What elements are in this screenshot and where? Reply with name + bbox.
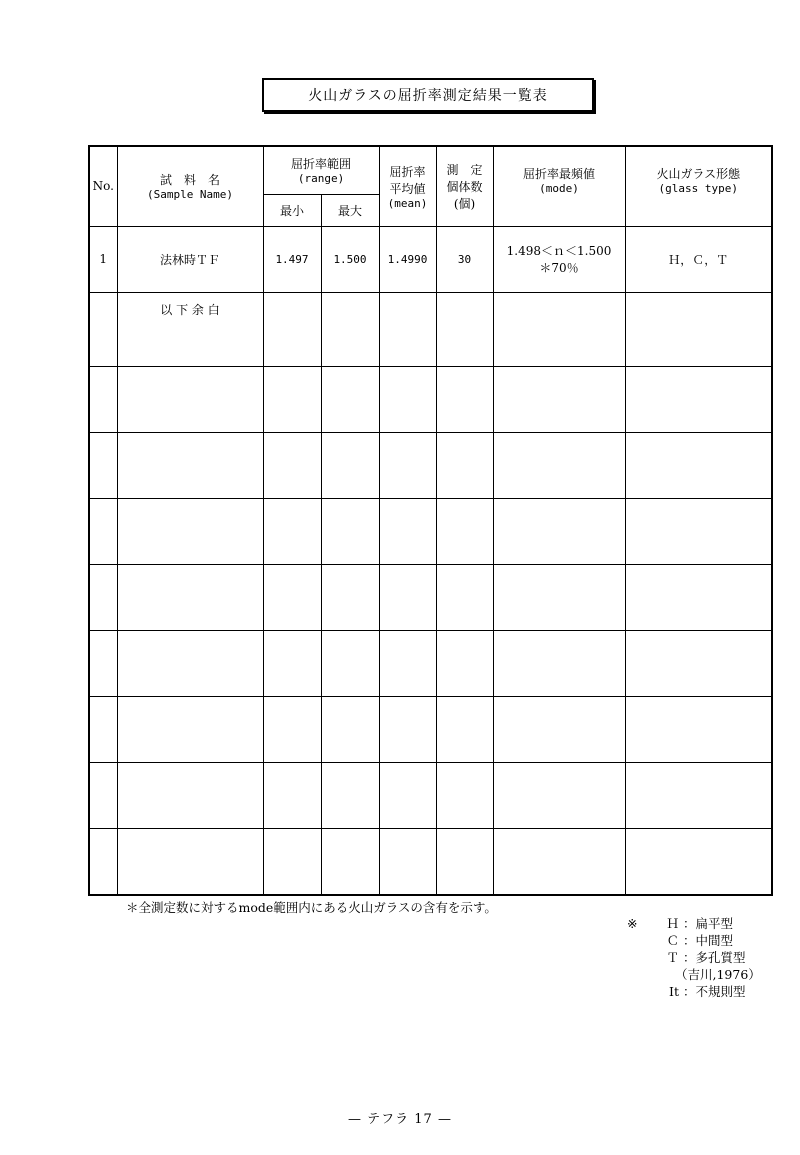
glass-type-legend [627,915,761,1000]
cell-mode: 1.498＜ｎ＜1.500 ＊70％ [493,226,625,292]
cell-count: 30 [436,226,493,292]
header-sample: 試 料 名 (Sample Name) [117,146,263,226]
table-row [89,564,772,630]
legend-code: It [669,984,679,999]
cell-empty [263,828,321,895]
cell-glass-type [625,292,772,366]
cell-empty [436,366,493,432]
cell-empty [89,366,117,432]
cell-empty [117,828,263,895]
cell-empty [379,762,436,828]
legend-desc: ：扁平型 [683,916,734,931]
header-no: No. [89,146,117,226]
cell-empty [379,828,436,895]
header-glass-type: 火山ガラス形態 (glass type) [625,146,772,226]
cell-empty [379,630,436,696]
cell-empty [436,564,493,630]
table-row [89,292,772,366]
cell-min: 1.497 [263,226,321,292]
cell-empty [379,498,436,564]
cell-empty [263,366,321,432]
cell-empty [436,828,493,895]
cell-empty [89,828,117,895]
cell-empty [321,696,379,762]
cell-empty [263,432,321,498]
table-row [89,762,772,828]
reference-mark: ※ [627,916,638,931]
cell-empty [436,696,493,762]
cell-count [436,292,493,366]
cell-empty [436,762,493,828]
cell-empty [117,366,263,432]
cell-empty [321,564,379,630]
cell-max: 1.500 [321,226,379,292]
cell-empty [436,432,493,498]
cell-empty [625,432,772,498]
table-row [89,828,772,895]
cell-empty [89,498,117,564]
legend-row [627,932,761,949]
header-mean: 屈折率 平均値 (mean) [379,146,436,226]
cell-empty [493,696,625,762]
cell-empty [436,498,493,564]
table-row [89,696,772,762]
cell-min [263,292,321,366]
cell-empty [379,564,436,630]
cell-empty [493,564,625,630]
page-title [262,78,594,112]
legend-row [627,915,761,932]
table-row [89,432,772,498]
cell-empty [493,828,625,895]
cell-empty [625,762,772,828]
cell-mode [493,292,625,366]
cell-empty [379,432,436,498]
table-row [89,226,772,292]
cell-empty [625,828,772,895]
cell-empty [493,630,625,696]
cell-empty [117,762,263,828]
cell-empty [625,696,772,762]
legend-desc: ：多孔質型 [683,950,746,965]
cell-empty [493,432,625,498]
header-min: 最小 [263,194,321,226]
cell-empty [117,432,263,498]
legend-code: Ｔ [666,950,679,965]
cell-empty [436,630,493,696]
header-mode: 屈折率最頻値 (mode) [493,146,625,226]
cell-empty [321,762,379,828]
cell-empty [625,630,772,696]
cell-empty [117,696,263,762]
cell-empty [379,366,436,432]
cell-empty [263,498,321,564]
cell-glass-type: Ｈ，Ｃ，Ｔ [625,226,772,292]
cell-empty [321,630,379,696]
legend-row [627,983,761,1000]
legend-citation: （吉川,1976） [675,967,761,982]
cell-empty [263,564,321,630]
table-row [89,366,772,432]
title-text: 火山ガラスの屈折率測定結果一覧表 [308,88,548,104]
legend-desc: ：不規則型 [683,984,746,999]
cell-no [89,292,117,366]
cell-empty [263,696,321,762]
cell-empty [625,498,772,564]
cell-empty [89,696,117,762]
header-max: 最大 [321,194,379,226]
header-range: 屈折率範囲 (range) [263,146,379,194]
cell-empty [117,630,263,696]
page-number: — テフラ 17 — [348,1112,452,1127]
footnote: ＊全測定数に対するmode範囲内にある火山ガラスの含有を示す。 [126,900,497,915]
cell-empty [625,366,772,432]
legend-code: Ｈ [666,916,679,931]
cell-empty [263,630,321,696]
cell-empty [625,564,772,630]
cell-empty [117,564,263,630]
cell-empty [89,762,117,828]
legend-row [627,949,761,966]
results-table [88,145,773,896]
table-row [89,498,772,564]
cell-empty [321,498,379,564]
table-row [89,630,772,696]
header-row-1 [89,146,772,194]
cell-sample: 以 下 余 白 [117,292,263,366]
cell-empty [321,432,379,498]
header-count: 測 定 個体数 (個) [436,146,493,226]
cell-empty [493,498,625,564]
cell-empty [117,498,263,564]
cell-empty [89,564,117,630]
cell-empty [321,828,379,895]
cell-no: 1 [89,226,117,292]
cell-sample: 法林時ＴＦ [117,226,263,292]
cell-empty [321,366,379,432]
cell-empty [263,762,321,828]
cell-max [321,292,379,366]
cell-mean: 1.4990 [379,226,436,292]
cell-empty [89,432,117,498]
cell-empty [493,366,625,432]
legend-code: Ｃ [666,933,679,948]
cell-empty [493,762,625,828]
cell-mean [379,292,436,366]
cell-empty [379,696,436,762]
cell-empty [89,630,117,696]
legend-desc: ：中間型 [683,933,734,948]
